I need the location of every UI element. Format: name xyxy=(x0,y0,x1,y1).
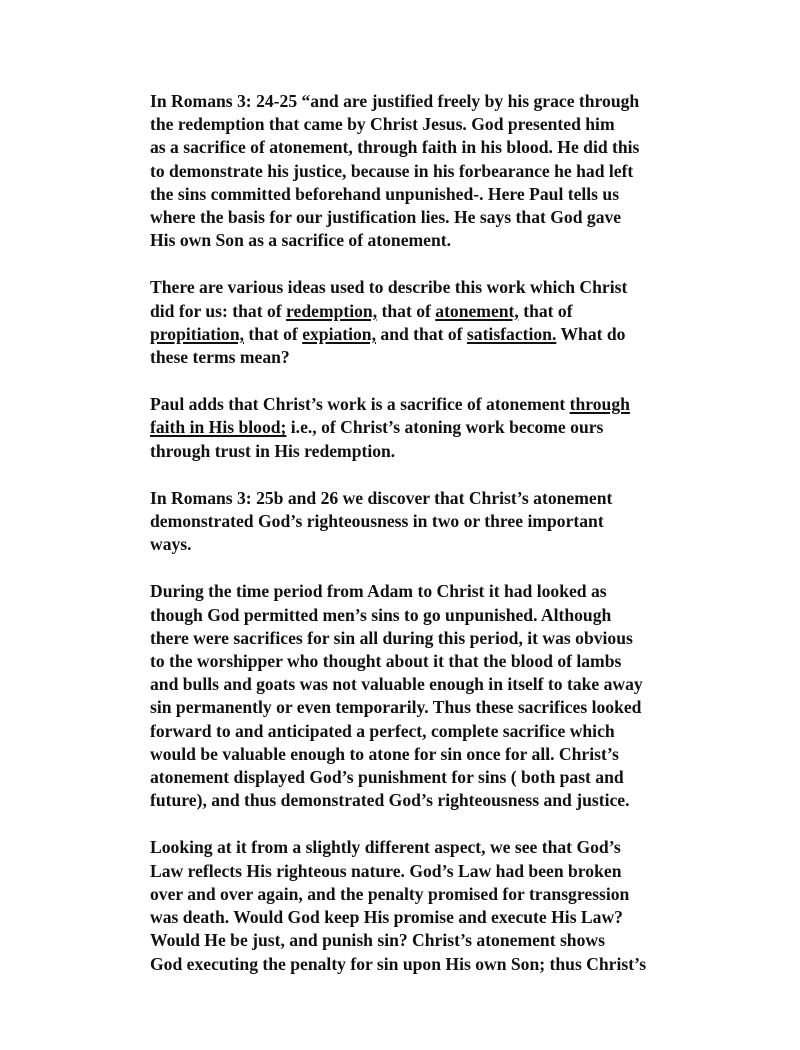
text-run: and that of xyxy=(376,323,467,344)
text-run: that of xyxy=(377,300,436,321)
text-run: demonstrated God’s righteousness in two or three important xyxy=(150,511,604,532)
text-run: What do xyxy=(556,323,626,344)
text-run: In Romans 3: 24-25 “and are justified freely by his grace through xyxy=(150,91,640,111)
text-run: these terms mean? xyxy=(150,347,290,368)
paragraph xyxy=(150,487,710,557)
text-line xyxy=(150,766,710,789)
underlined-term: through xyxy=(569,394,630,415)
text-line xyxy=(150,136,710,159)
text-line xyxy=(150,160,710,183)
text-line xyxy=(150,229,710,252)
underlined-term: satisfaction. xyxy=(466,323,557,344)
text-line xyxy=(150,860,710,883)
paragraph xyxy=(150,836,710,975)
text-line xyxy=(150,346,710,369)
paragraph xyxy=(150,276,710,369)
text-line xyxy=(150,393,710,416)
text-run: Paul adds that Christ’s work is a sacrifice of atonement xyxy=(150,394,570,415)
paragraph xyxy=(150,90,710,252)
text-run: Looking at it from a slightly different aspect, we see that God’s xyxy=(150,837,621,858)
text-line xyxy=(150,720,710,743)
scan-speck xyxy=(766,26,772,34)
text-run: There are various ideas used to describe this work which Christ xyxy=(150,277,628,298)
text-line xyxy=(150,183,710,206)
text-run: over and over again, and the penalty promised for transgression xyxy=(150,883,630,904)
text-line xyxy=(150,113,710,136)
text-run: there were sacrifices for sin all during this period, it was obvious xyxy=(150,627,633,648)
text-line xyxy=(150,604,710,627)
text-run: God executing the penalty for sin upon His own Son; thus Christ’s xyxy=(150,953,647,974)
text-run: and bulls and goats was not valuable enough in itself to take away xyxy=(150,674,643,695)
text-line xyxy=(150,580,710,603)
underlined-term: redemption, xyxy=(286,300,378,321)
text-run: did for us: that of xyxy=(150,300,287,321)
text-line xyxy=(150,836,710,859)
text-run: was death. Would God keep His promise and execute His Law? xyxy=(150,907,623,928)
text-run: His own Son as a sacrifice of atonement. xyxy=(150,230,452,251)
text-line xyxy=(150,416,710,439)
text-run: ways. xyxy=(150,534,192,555)
text-line xyxy=(150,673,710,696)
text-line xyxy=(150,696,710,719)
text-run: sin permanently or even temporarily. Thus these sacrifices looked xyxy=(150,697,642,718)
underlined-term: atonement, xyxy=(435,300,519,321)
text-line xyxy=(150,440,710,463)
text-run: Law reflects His righteous nature. God’s Law had been broken xyxy=(150,860,622,881)
underlined-term: propitiation, xyxy=(150,323,245,344)
text-run: through trust in His redemption. xyxy=(150,440,396,461)
text-run: as a sacrifice of atonement, through faith in his blood. He did this xyxy=(150,137,640,158)
text-line xyxy=(150,627,710,650)
text-line xyxy=(150,533,710,556)
text-line xyxy=(150,789,710,812)
text-line xyxy=(150,743,710,766)
text-run: where the basis for our justification lies. He says that God gave xyxy=(150,207,622,228)
text-run: During the time period from Adam to Christ it had looked as xyxy=(150,581,607,602)
text-line xyxy=(150,276,710,299)
text-line xyxy=(150,487,710,510)
document-body xyxy=(150,90,710,1000)
text-line xyxy=(150,323,710,346)
text-run: forward to and anticipated a perfect, complete sacrifice which xyxy=(150,720,615,741)
underlined-term: faith in His blood; xyxy=(150,417,287,438)
text-run: to the worshipper who thought about it that the blood of lambs xyxy=(150,651,622,672)
text-line xyxy=(150,929,710,952)
text-line xyxy=(150,650,710,673)
text-run: the sins committed beforehand unpunished-. Here Paul tells us xyxy=(150,183,620,204)
paragraph xyxy=(150,393,710,463)
text-line xyxy=(150,90,710,113)
text-run: that of xyxy=(244,323,303,344)
text-run: future), and thus demonstrated God’s righteousness and justice. xyxy=(150,790,630,811)
text-run: though God permitted men’s sins to go unpunished. Although xyxy=(150,604,612,625)
text-line xyxy=(150,953,710,976)
underlined-term: expiation, xyxy=(302,323,376,344)
paragraph xyxy=(150,580,710,812)
text-run: to demonstrate his justice, because in his forbearance he had left xyxy=(150,160,634,181)
text-line xyxy=(150,510,710,533)
text-run: In Romans 3: 25b and 26 we discover that Christ’s atonement xyxy=(150,487,613,508)
text-run: Would He be just, and punish sin? Christ’s atonement shows xyxy=(150,930,605,951)
text-line xyxy=(150,883,710,906)
text-line xyxy=(150,300,710,323)
text-run: would be valuable enough to atone for sin once for all. Christ’s xyxy=(150,743,619,764)
text-run: that of xyxy=(518,300,573,321)
text-run: atonement displayed God’s punishment for sins ( both past and xyxy=(150,767,624,788)
text-run: the redemption that came by Christ Jesus. God presented him xyxy=(150,114,615,135)
text-line xyxy=(150,906,710,929)
text-run: i.e., of Christ’s atoning work become ours xyxy=(286,417,604,438)
text-line xyxy=(150,206,710,229)
